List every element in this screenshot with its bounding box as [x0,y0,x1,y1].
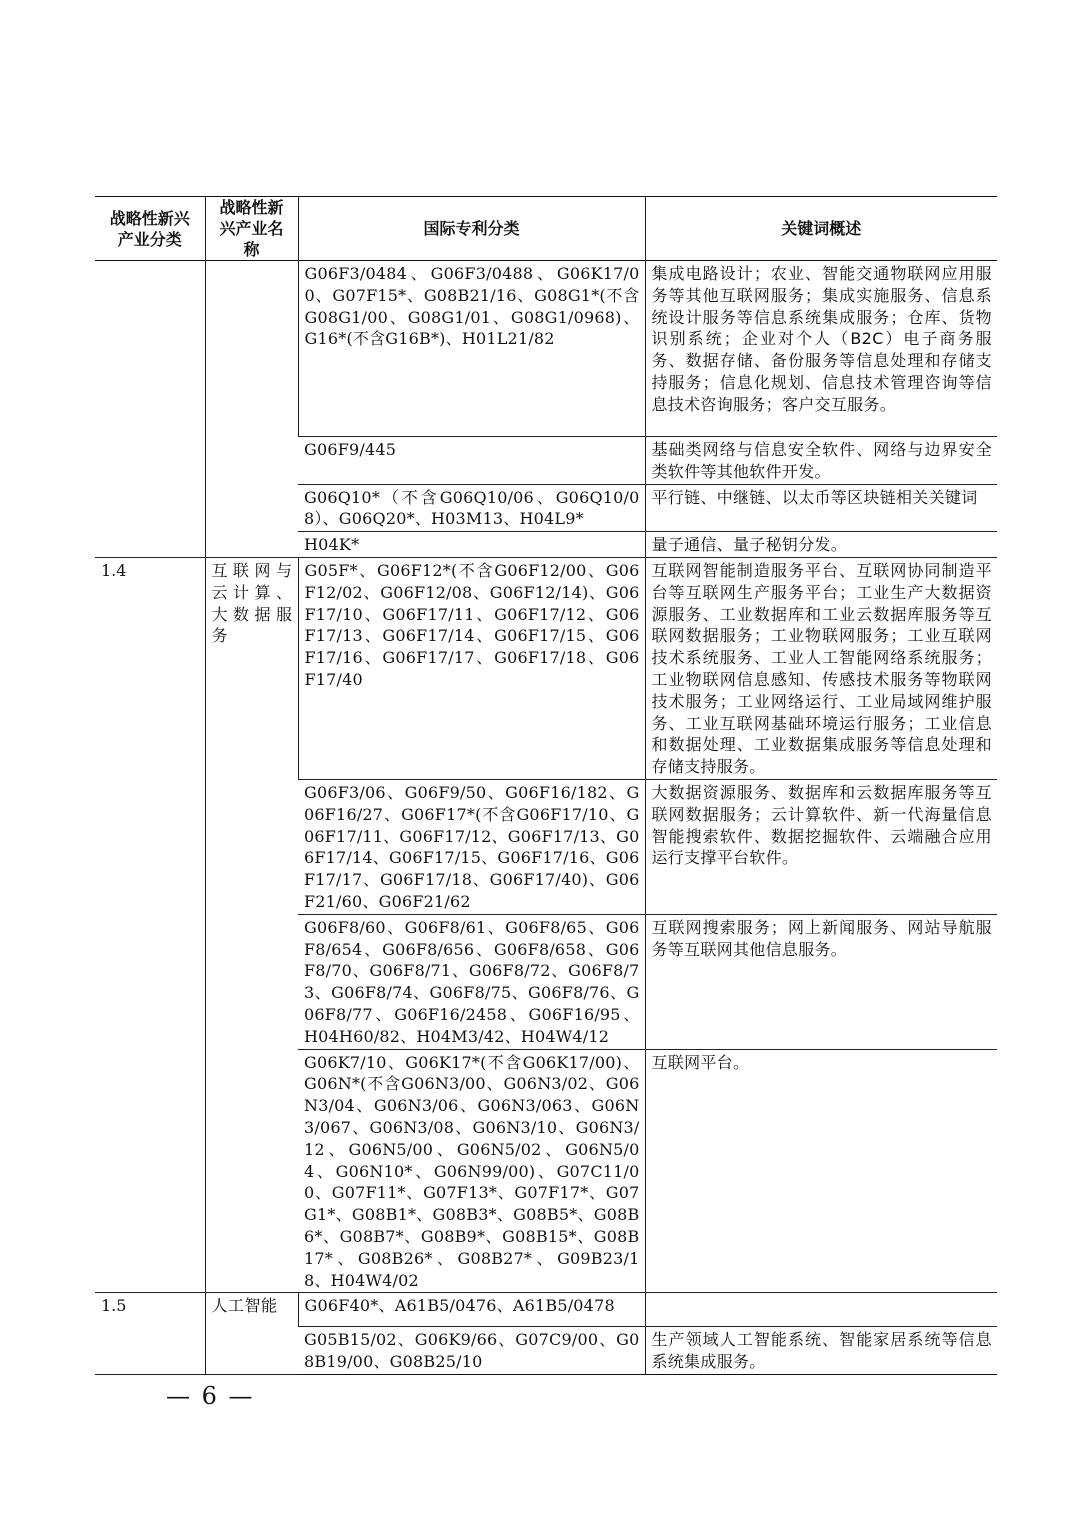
header-keywords: 关键词概述 [645,197,997,261]
header-ipc: 国际专利分类 [298,197,645,261]
keywords-cell: 大数据资源服务、数据库和云数据库服务等互联网数据服务；云计算软件、新一代海量信息智能搜索软件、数据挖掘软件、云端融合应用运行支撑平台软件。 [645,779,997,914]
category-cell-empty [95,261,205,558]
ipc-cell: G06Q10*（不含G06Q10/06、G06Q10/08）、G06Q20*、H03M13、H04L9* [298,484,645,532]
keywords-cell: 集成电路设计；农业、智能交通物联网应用服务等其他互联网服务；集成实施服务、信息系统设计服务等信息系统集成服务；仓库、货物识别系统；企业对个人（B2C）电子商务服务、数据存储、备份服务等信息处理和存储支持服务；信息化规划、信息技术管理咨询等信息技术咨询服务；客户交互服务。 [645,261,997,437]
table-row [95,1293,997,1327]
ipc-cell: G05B15/02、G06K9/66、G07C9/00、G08B19/00、G08B25/10 [298,1327,645,1375]
ipc-cell: G06K7/10、G06K17*(不含G06K17/00)、G06N*(不含G06N3/00、G06N3/02、G06N3/04、G06N3/06、G06N3/063、G06N3/067、G06N3/08、G06N3/10、G06N3/12、G06N5/00、G06N5/02、G06N5/04、G06N10*、G06N99/00)、G07C11/00、G07F11*、G07F13*、G07F17*、G07G1*、G08B1*、G08B3*、G08B5*、G08B6*、G08B7*、G08B9*、G08B15*、G08B17*、G08B26*、G08B27*、G09B23/18、H04W4/02 [298,1049,645,1293]
ipc-cell: G06F40*、A61B5/0476、A61B5/0478 [298,1293,645,1327]
header-industry-name: 战略性新兴产业名称 [205,197,298,261]
category-cell: 1.4 [95,557,205,1292]
keywords-cell: 平行链、中继链、以太币等区块链相关关键词 [645,484,997,532]
industry-name-cell: 互联网与云计算、大数据服务 [205,557,298,1292]
page-number: — 6 — [166,1382,255,1410]
industry-name-cell-empty [205,261,298,558]
keywords-cell: 互联网搜索服务；网上新闻服务、网站导航服务等互联网其他信息服务。 [645,914,997,1049]
keywords-cell: 互联网智能制造服务平台、互联网协同制造平台等互联网生产服务平台；工业生产大数据资源服务、工业数据库和工业云数据库服务等互联网数据服务；工业物联网服务；工业互联网技术系统服务、工业人工智能网络系统服务；工业物联网信息感知、传感技术服务等物联网技术服务；工业网络运行、工业局域网维护服务、工业互联网基础环境运行服务；工业信息和数据处理、工业数据集成服务等信息处理和存储支持服务。 [645,557,997,779]
header-category: 战略性新兴产业分类 [95,197,205,261]
ipc-cell: H04K* [298,532,645,558]
keywords-cell: 互联网平台。 [645,1049,997,1293]
keywords-cell: 基础类网络与信息安全软件、网络与边界安全类软件等其他软件开发。 [645,437,997,485]
table-row [95,557,997,779]
ipc-cell: G05F*、G06F12*(不含G06F12/00、G06F12/02、G06F12/08、G06F12/14)、G06F17/10、G06F17/11、G06F17/12、G06F17/13、G06F17/14、G06F17/15、G06F17/16、G06F17/17、G06F17/18、G06F17/40 [298,557,645,779]
keywords-cell: 量子通信、量子秘钥分发。 [645,532,997,558]
patent-classification-table [95,196,997,1375]
keywords-cell [645,1293,997,1327]
table-row [95,261,997,437]
ipc-cell: G06F3/06、G06F9/50、G06F16/182、G06F16/27、G06F17*(不含G06F17/10、G06F17/11、G06F17/12、G06F17/13、G06F17/14、G06F17/15、G06F17/16、G06F17/17、G06F17/18、G06F17/40)、G06F21/60、G06F21/62 [298,779,645,914]
industry-name-cell: 人工智能 [205,1293,298,1375]
category-cell: 1.5 [95,1293,205,1375]
ipc-cell: G06F8/60、G06F8/61、G06F8/65、G06F8/654、G06F8/656、G06F8/658、G06F8/70、G06F8/71、G06F8/72、G06F8/73、G06F8/74、G06F8/75、G06F8/76、G06F8/77、G06F16/2458、G06F16/95、H04H60/82、H04M3/42、H04W4/12 [298,914,645,1049]
table-header-row [95,197,997,261]
ipc-cell: G06F9/445 [298,437,645,485]
keywords-cell: 生产领域人工智能系统、智能家居系统等信息系统集成服务。 [645,1327,997,1375]
ipc-cell: G06F3/0484、G06F3/0488、G06K17/00、G07F15*、G08B21/16、G08G1*(不含G08G1/00、G08G1/01、G08G1/0968)、G16*(不含G16B*)、H01L21/82 [298,261,645,437]
